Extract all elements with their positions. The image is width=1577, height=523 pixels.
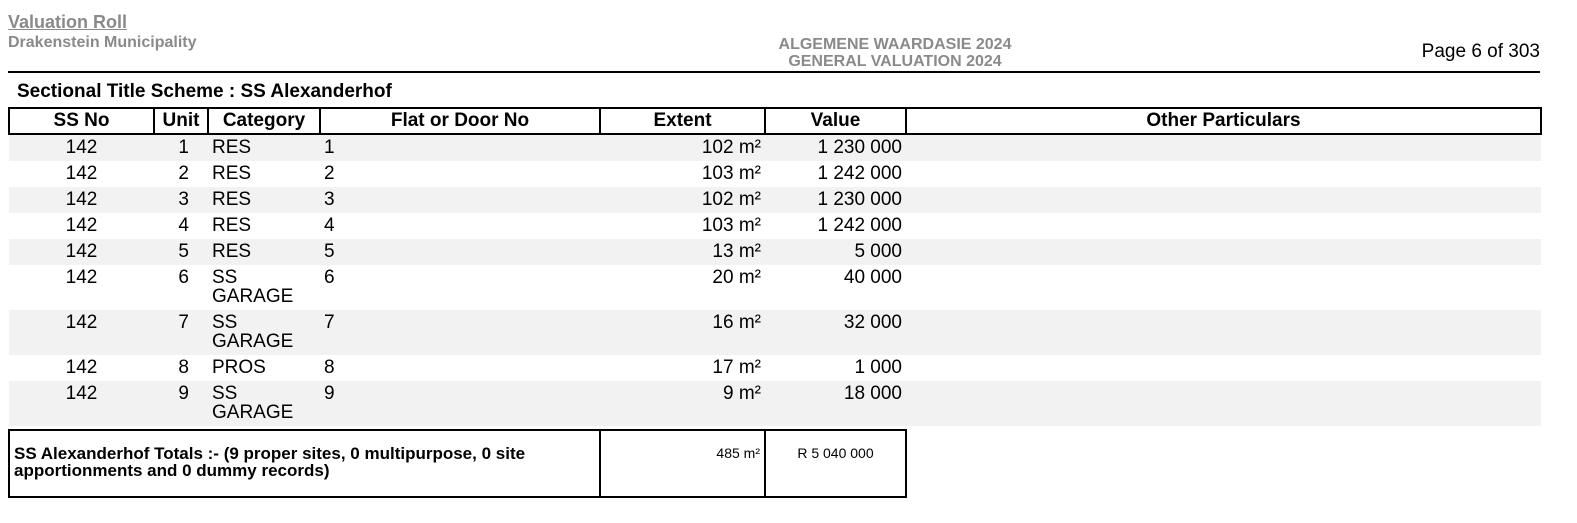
valuation-roll-title: Valuation Roll: [8, 12, 128, 32]
page-number: Page 6 of 303: [1421, 41, 1540, 62]
cell-unit: 3: [154, 187, 208, 213]
valuation-title-af: ALGEMENE WAARDASIE 2024: [778, 36, 1012, 53]
cell-category: RES: [208, 239, 320, 265]
cell-category: SS GARAGE: [208, 310, 320, 355]
table-row: [9, 355, 1541, 381]
cell-door-no: 8: [324, 357, 335, 378]
cell-other: [906, 187, 1541, 213]
column-header-value: Value: [765, 108, 906, 134]
cell-door-no: 9: [320, 381, 600, 426]
cell-unit: 2: [178, 163, 189, 184]
cell-value: 40 000: [843, 267, 902, 288]
cell-door-no: 4: [324, 215, 335, 236]
cell-category: SS GARAGE: [212, 267, 294, 307]
cell-ss-no: 142: [65, 163, 98, 184]
table-header-row: [9, 108, 1541, 134]
cell-door-no: 2: [324, 163, 335, 184]
cell-value: 5 000: [765, 239, 906, 265]
cell-unit: 5: [154, 239, 208, 265]
cell-door-no: 1: [320, 134, 600, 161]
cell-extent: 20 m²: [712, 267, 761, 288]
totals-label: SS Alexanderhof Totals :- (9 proper sites, 0 multipurpose, 0 site apportionments and 0 dummy records): [9, 430, 600, 497]
cell-extent: 103 m²: [701, 215, 761, 236]
valuation-title: [700, 36, 1090, 70]
table-row: [9, 265, 1541, 310]
cell-unit: 9: [154, 381, 208, 426]
cell-unit: 4: [178, 215, 189, 236]
cell-door-no: 3: [320, 187, 600, 213]
cell-extent: 103 m²: [701, 163, 761, 184]
cell-unit: 8: [178, 357, 189, 378]
cell-other: [906, 161, 1541, 187]
cell-extent: 16 m²: [600, 310, 765, 355]
column-header-flat-door-no: Flat or Door No: [320, 108, 600, 134]
cell-other: [906, 381, 1541, 426]
table-row: [9, 213, 1541, 239]
cell-other: [906, 310, 1541, 355]
cell-door-no: 5: [320, 239, 600, 265]
cell-extent: 102 m²: [600, 134, 765, 161]
cell-value: 1 000: [854, 357, 902, 378]
cell-extent: 9 m²: [600, 381, 765, 426]
totals-extent: 485 m²: [600, 430, 765, 497]
cell-other: [906, 265, 1541, 310]
cell-door-no: 6: [324, 267, 335, 288]
cell-category: SS GARAGE: [208, 381, 320, 426]
cell-value: 1 242 000: [817, 215, 902, 236]
cell-unit: 6: [178, 267, 189, 288]
cell-other: [906, 239, 1541, 265]
cell-unit: 7: [154, 310, 208, 355]
totals-table: [8, 429, 907, 498]
cell-ss-no: 142: [65, 267, 98, 288]
valuation-title-en: GENERAL VALUATION 2024: [788, 53, 1002, 70]
cell-value: 1 230 000: [765, 134, 906, 161]
table-row: [9, 381, 1541, 426]
cell-unit: 1: [154, 134, 208, 161]
cell-value: 1 230 000: [765, 187, 906, 213]
cell-category: RES: [208, 187, 320, 213]
cell-door-no: 7: [320, 310, 600, 355]
cell-other: [906, 213, 1541, 239]
cell-ss-no: 142: [9, 239, 154, 265]
document-header: [8, 12, 197, 53]
table-row: [9, 239, 1541, 265]
cell-extent: 17 m²: [712, 357, 761, 378]
column-header-ss-no: SS No: [9, 108, 154, 134]
totals-row: [9, 430, 906, 497]
table-row: [9, 310, 1541, 355]
cell-extent: 13 m²: [600, 239, 765, 265]
scheme-title: Sectional Title Scheme : SS Alexanderhof: [17, 81, 392, 102]
cell-category: RES: [208, 134, 320, 161]
totals-value: R 5 040 000: [765, 430, 906, 497]
table-row: [9, 161, 1541, 187]
cell-extent: 102 m²: [600, 187, 765, 213]
cell-category: PROS: [212, 357, 266, 378]
cell-ss-no: 142: [9, 187, 154, 213]
cell-ss-no: 142: [65, 357, 98, 378]
cell-ss-no: 142: [9, 381, 154, 426]
cell-other: [906, 134, 1541, 161]
municipality-name: Drakenstein Municipality: [8, 34, 197, 51]
cell-value: 1 242 000: [817, 163, 902, 184]
column-header-extent: Extent: [600, 108, 765, 134]
cell-ss-no: 142: [9, 134, 154, 161]
cell-other: [906, 355, 1541, 381]
cell-ss-no: 142: [9, 310, 154, 355]
column-header-other-particulars: Other Particulars: [906, 108, 1541, 134]
cell-value: 32 000: [765, 310, 906, 355]
table-row: [9, 134, 1541, 161]
cell-value: 18 000: [765, 381, 906, 426]
cell-category: RES: [212, 215, 252, 236]
column-header-category: Category: [208, 108, 320, 134]
table-row: [9, 187, 1541, 213]
header-divider: [8, 71, 1540, 73]
valuation-table: [8, 107, 1542, 426]
column-header-unit: Unit: [154, 108, 208, 134]
cell-ss-no: 142: [65, 215, 98, 236]
cell-category: RES: [212, 163, 252, 184]
